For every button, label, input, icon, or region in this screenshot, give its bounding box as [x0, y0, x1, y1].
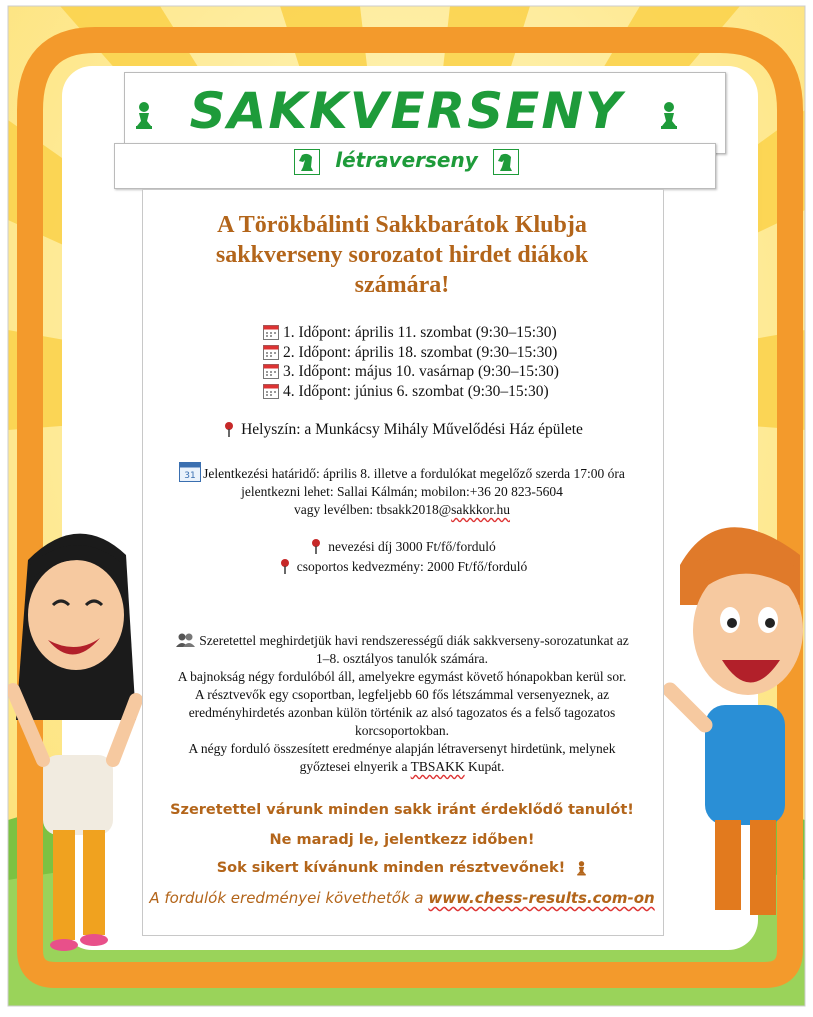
headline-line: sakkverseny sorozatot hirdet diákok	[215, 242, 589, 268]
registration-line: 31 Jelentkezési határidő: április 8. illetve a fordulókat megelőző szerda 17:00 óra	[142, 462, 662, 483]
date-item	[263, 362, 559, 382]
subtitle	[0, 148, 813, 175]
fee-line: nevezési díj 3000 Ft/fő/forduló	[142, 538, 662, 556]
date-list	[263, 323, 559, 401]
description-line: Szeretettel meghirdetjük havi rendszerességű diák sakkverseny-sorozatunkat az	[142, 632, 662, 650]
description-line: eredményhirdetés azonban külön történik az alsó tagozatos és a felső tagozatos	[188, 705, 616, 720]
date-text: 1. Időpont: április 11. szombat (9:30–15:30)	[283, 324, 557, 341]
pawn-icon	[134, 100, 154, 130]
headline-line: A Törökbálinti Sakkbarátok Klubja	[217, 212, 587, 238]
headline-line: számára!	[354, 272, 450, 298]
date-text: 4. Időpont: június 6. szombat (9:30–15:30)	[283, 382, 549, 400]
fees	[142, 538, 662, 576]
registration	[142, 462, 662, 519]
pawn-icon	[576, 860, 587, 876]
description-line: 1–8. osztályos tanulók számára.	[315, 651, 489, 666]
knight-icon	[493, 149, 519, 175]
fee-line: csoportos kedvezmény: 2000 Ft/fő/forduló	[142, 558, 662, 576]
description-line: A résztvevők egy csoportban, legfeljebb 60 fős létszámmal versenyeznek, az	[194, 687, 610, 702]
subtitle-text: létraverseny	[335, 148, 478, 172]
date-item	[263, 382, 559, 402]
location	[142, 421, 662, 439]
location-text: Helyszín: a Munkácsy Mihály Művelődési Ház épülete	[241, 421, 583, 438]
date-item	[263, 343, 559, 363]
cup-name: TBSAKK	[410, 759, 465, 774]
date-text: 3. Időpont: május 10. vasárnap (9:30–15:30)	[283, 363, 559, 380]
page-title	[0, 82, 813, 140]
date-item	[263, 323, 559, 343]
registration-line: vagy levélben: tbsakk2018@sakkkor.hu	[293, 502, 511, 517]
description-line: A négy forduló összesített eredménye alapján létraversenyt hirdetünk, melynek	[188, 741, 616, 756]
date-text: 2. Időpont: április 18. szombat (9:30–15:30)	[283, 343, 558, 361]
girl-illustration	[8, 520, 158, 960]
calendar-icon	[263, 383, 279, 399]
pin-icon	[221, 421, 237, 437]
pin-icon	[277, 558, 293, 574]
description-line: győztesei elnyerik a TBSAKK Kupát.	[299, 759, 505, 774]
description	[142, 632, 662, 776]
closing-line: Ne maradj le, jelentkezz időben!	[269, 832, 535, 848]
boy-illustration	[660, 515, 810, 935]
registration-line: jelentkezni lehet: Sallai Kálmán; mobilon:+36 20 823-5604	[241, 484, 563, 499]
svg-text:31: 31	[184, 471, 196, 481]
title-text: SAKKVERSENY	[189, 82, 624, 140]
closing-line: Szeretettel várunk minden sakk iránt érdeklődő tanulót!	[170, 802, 634, 818]
results-line: A fordulók eredményei követhetők a www.chess-results.com-on	[149, 889, 655, 907]
closing-line-with-icon: Sok sikert kívánunk minden résztvevőnek!	[142, 860, 662, 876]
pawn-icon	[659, 100, 679, 130]
knight-icon	[294, 149, 320, 175]
description-line: A bajnokság négy fordulóból áll, amelyekre egymást követő hónapokban kerül sor.	[177, 669, 627, 684]
calendar-icon	[263, 324, 279, 340]
results-link[interactable]: www.chess-results.com-on	[428, 889, 655, 907]
headline	[142, 210, 662, 300]
people-icon	[175, 632, 195, 648]
calendar-icon	[263, 363, 279, 379]
description-line: korcsoportokban.	[354, 723, 450, 738]
calendar-icon	[179, 462, 201, 482]
pin-icon	[308, 538, 324, 554]
calendar-icon	[263, 344, 279, 360]
email-link[interactable]: sakkkor.hu	[451, 502, 511, 517]
